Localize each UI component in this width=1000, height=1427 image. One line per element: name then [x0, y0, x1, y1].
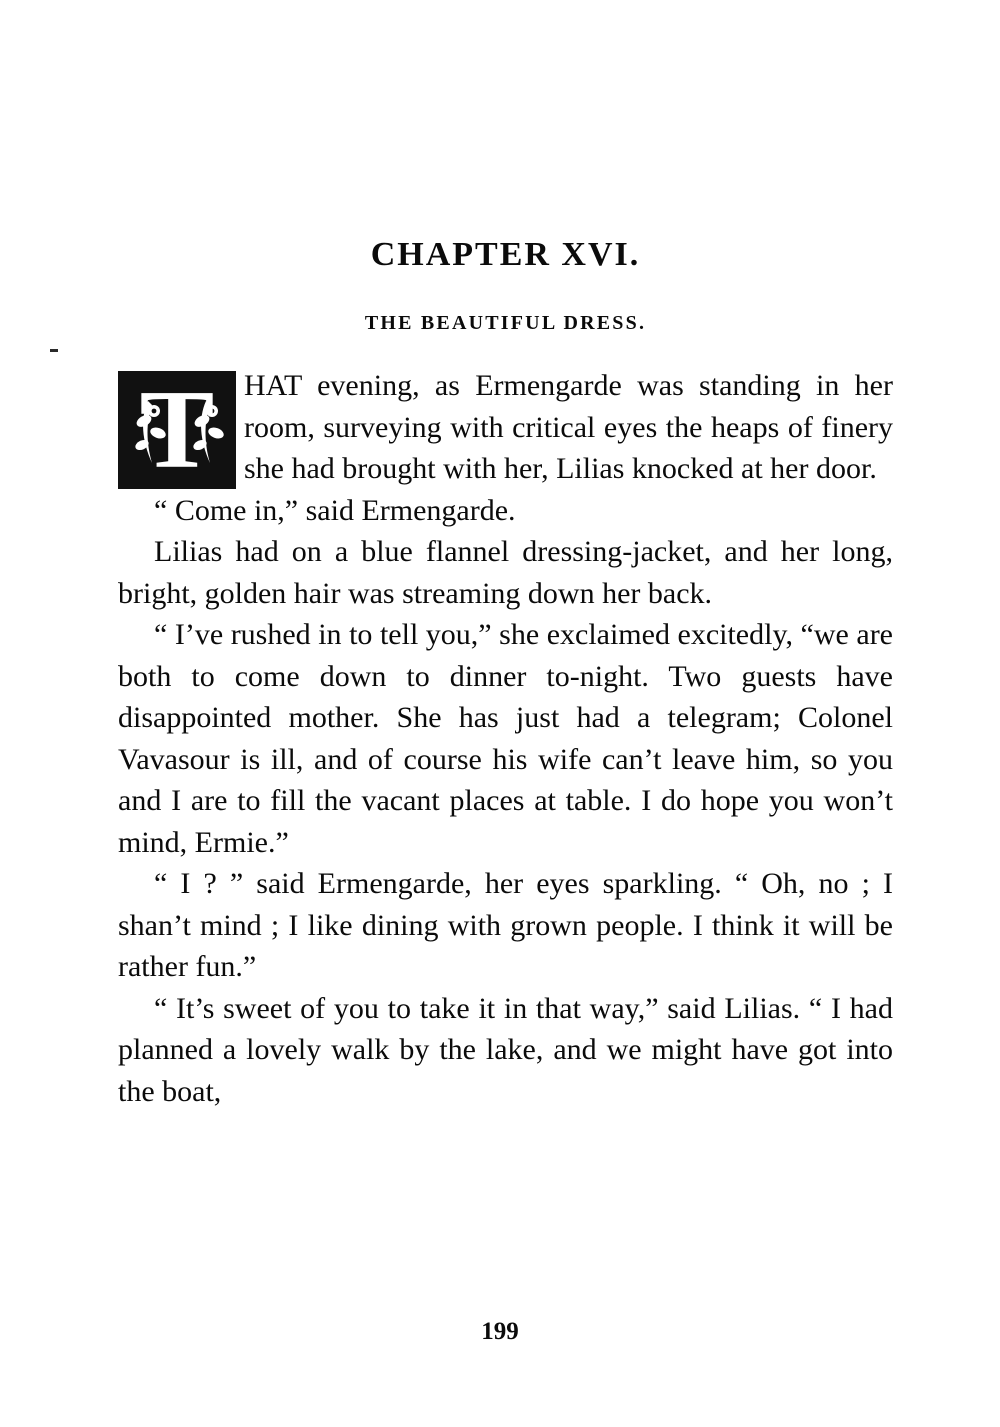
chapter-subtitle: THE BEAUTIFUL DRESS. — [364, 312, 647, 334]
paragraph: “ It’s sweet of you to take it in that way,” said Lilias. “ I had planned a lovely walk by the lake, and we might have got into the boat, — [118, 991, 893, 1108]
paragraph: “ I’ve rushed in to tell you,” she exclaimed excitedly, “we are both to come down to dinner to-night. Two guests have disappointed mother. She has just had a telegram; Colonel Vavasour is ill, and of course his wife can’t leave him, so you and I are to fill the vacant places at table. I do hope you won’t mind, Ermie.” — [118, 618, 893, 859]
page-content — [118, 236, 893, 1112]
chapter-title: CHAPTER XVI. — [370, 236, 641, 273]
drop-cap-letter: T — [139, 368, 215, 492]
page-number: 199 — [481, 1318, 519, 1345]
margin-tick-mark — [50, 349, 58, 352]
body-text — [118, 365, 893, 1112]
paragraph: “ Come in,” said Ermengarde. — [154, 493, 516, 527]
decorated-drop-cap — [118, 368, 236, 492]
paragraph: “ I ? ” said Ermengarde, her eyes sparkling. “ Oh, no ; I shan’t mind ; I like dining with grown people. I think it will be rather fun.” — [118, 867, 893, 983]
paragraph: Lilias had on a blue flannel dressing-jacket, and her long, bright, golden hair was streaming down her back. — [118, 535, 893, 610]
paragraph: HAT evening, as Ermengarde was standing in her room, surveying with critical eyes the heaps of finery she had brought with her, Lilias knocked at her door. — [244, 369, 893, 485]
